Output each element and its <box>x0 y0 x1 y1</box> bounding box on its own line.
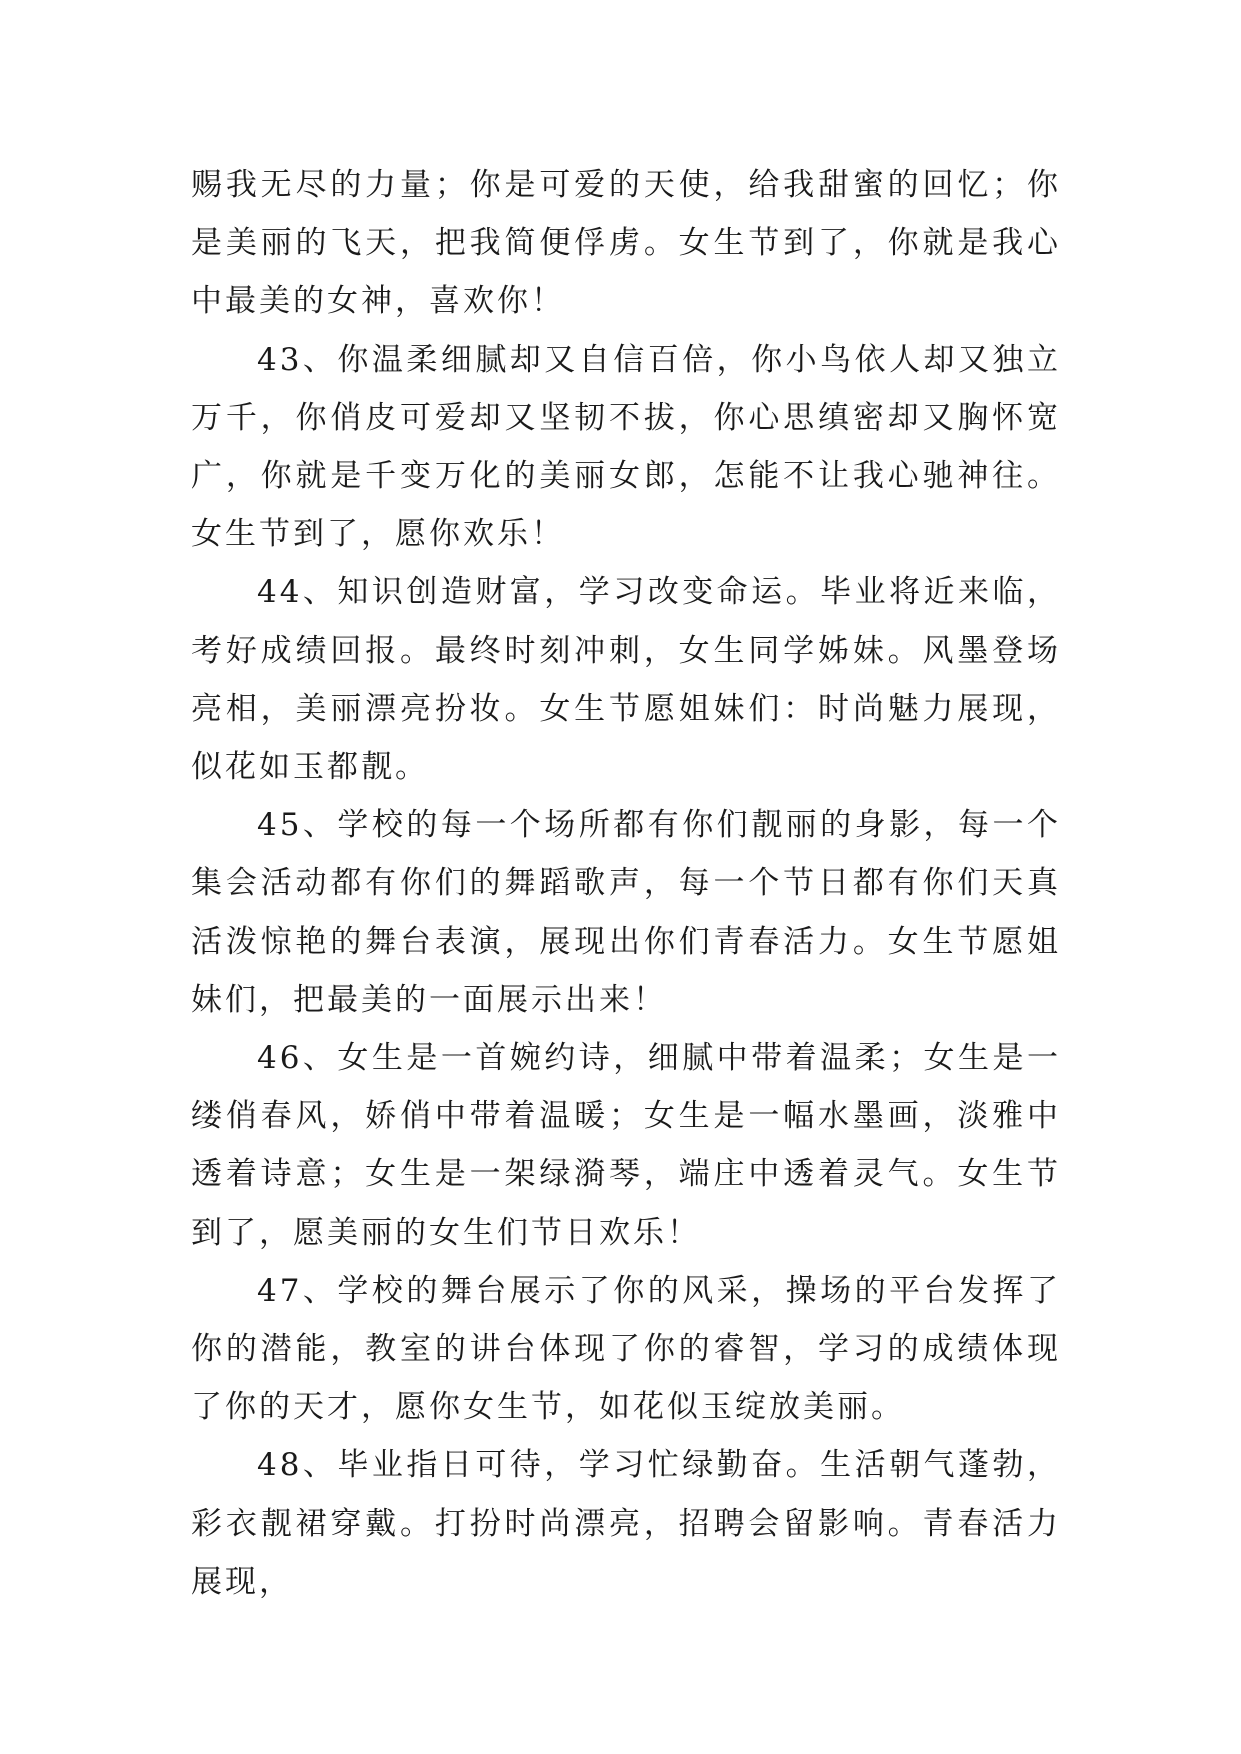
paragraph-item-44: 44、知识创造财富，学习改变命运。毕业将近来临，考好成绩回报。最终时刻冲刺，女生同学姊妹。风墨登场亮相，美丽漂亮扮妆。女生节愿姐妹们：时尚魅力展现，似花如玉都靓。 <box>191 574 1061 786</box>
document-body <box>191 156 1061 1611</box>
paragraph-continuation: 赐我无尽的力量；你是可爱的天使，给我甜蜜的回忆；你是美丽的飞天，把我简便俘虏。女生节到了，你就是我心中最美的女神，喜欢你！ <box>191 167 1061 320</box>
paragraph-item-47: 47、学校的舞台展示了你的风采，操场的平台发挥了你的潜能，教室的讲台体现了你的睿智，学习的成绩体现了你的天才，愿你女生节，如花似玉绽放美丽。 <box>191 1272 1061 1426</box>
paragraph-item-43: 43、你温柔细腻却又自信百倍，你小鸟依人却又独立万千，你俏皮可爱却又坚韧不拔，你心思缜密却又胸怀宽广，你就是千变万化的美丽女郎，怎能不让我心驰神往。女生节到了，愿你欢乐！ <box>191 341 1061 553</box>
paragraph-item-45: 45、学校的每一个场所都有你们靓丽的身影，每一个集会活动都有你们的舞蹈歌声，每一个节日都有你们天真活泼惊艳的舞台表演，展现出你们青春活力。女生节愿姐妹们，把最美的一面展示出来！ <box>191 807 1061 1018</box>
paragraph-item-48: 48、毕业指日可待，学习忙绿勤奋。生活朝气蓬勃，彩衣靓裙穿戴。打扮时尚漂亮，招聘会留影响。青春活力展现， <box>191 1447 1061 1600</box>
paragraph-item-46: 46、女生是一首婉约诗，细腻中带着温柔；女生是一缕俏春风，娇俏中带着温暖；女生是一幅水墨画，淡雅中透着诗意；女生是一架绿漪琴，端庄中透着灵气。女生节到了，愿美丽的女生们节日欢乐！ <box>191 1040 1061 1251</box>
